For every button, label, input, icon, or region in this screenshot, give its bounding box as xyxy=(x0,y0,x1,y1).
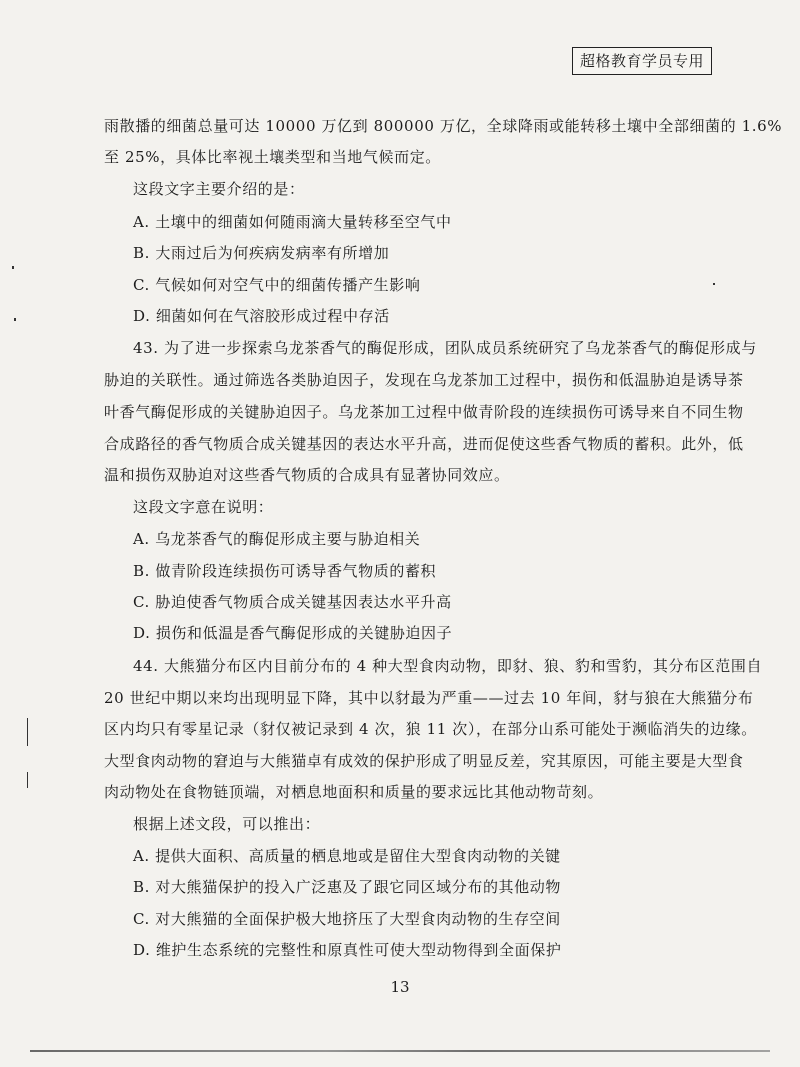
scan-speck xyxy=(14,318,16,321)
passage-line: 雨散播的细菌总量可达 10000 万亿到 800000 万亿，全球降雨或能转移土壤中全部细菌的 1.6% xyxy=(104,117,783,135)
option-a: A. 提供大面积、高质量的栖息地或是留住大型食肉动物的关键 xyxy=(133,847,561,865)
question-prompt: 这段文字主要介绍的是： xyxy=(133,180,305,198)
scan-edge-line xyxy=(30,1050,770,1052)
scan-speck xyxy=(12,266,14,269)
question-44-line: 区内均只有零星记录（豺仅被记录到 4 次，狼 11 次），在部分山系可能处于濒临消失的边缘。 xyxy=(104,720,757,738)
question-prompt: 这段文字意在说明： xyxy=(133,498,274,516)
passage-line: 至 25%，具体比率视土壤类型和当地气候而定。 xyxy=(104,148,441,166)
question-43-line: 温和损伤双胁迫对这些香气物质的合成具有显著协同效应。 xyxy=(104,466,510,484)
option-b: B. 做青阶段连续损伤可诱导香气物质的蓄积 xyxy=(133,562,437,580)
option-d: D. 维护生态系统的完整性和原真性可使大型动物得到全面保护 xyxy=(133,941,562,959)
option-d: D. 细菌如何在气溶胶形成过程中存活 xyxy=(133,307,390,325)
question-44-line: 44. 大熊猫分布区内目前分布的 4 种大型食肉动物，即豺、狼、豹和雪豹，其分布区范围自 xyxy=(133,657,763,675)
option-c: C. 气候如何对空气中的细菌传播产生影响 xyxy=(133,276,421,294)
question-44-line: 大型食肉动物的窘迫与大熊猫卓有成效的保护形成了明显反差，究其原因，可能主要是大型食 xyxy=(104,752,744,770)
question-43-line: 叶香气酶促形成的关键胁迫因子。乌龙茶加工过程中做青阶段的连续损伤可诱导来自不同生物 xyxy=(104,403,744,421)
question-43-line: 胁迫的关联性。通过筛选各类胁迫因子，发现在乌龙茶加工过程中，损伤和低温胁迫是诱导茶 xyxy=(104,371,744,389)
header-label: 超格教育学员专用 xyxy=(572,47,712,75)
scan-speck xyxy=(713,283,715,285)
scan-mark xyxy=(27,772,28,788)
question-43-line: 合成路径的香气物质合成关键基因的表达水平升高，进而促使这些香气物质的蓄积。此外，低 xyxy=(104,435,744,453)
question-44-line: 肉动物处在食物链顶端，对栖息地面积和质量的要求远比其他动物苛刻。 xyxy=(104,783,604,801)
page-number: 13 xyxy=(390,978,410,996)
question-44-line: 20 世纪中期以来均出现明显下降，其中以豺最为严重——过去 10 年间，豺与狼在大熊猫分布 xyxy=(104,689,754,707)
option-a: A. 土壤中的细菌如何随雨滴大量转移至空气中 xyxy=(133,213,452,231)
option-c: C. 胁迫使香气物质合成关键基因表达水平升高 xyxy=(133,593,452,611)
option-b: B. 大雨过后为何疾病发病率有所增加 xyxy=(133,244,390,262)
option-d: D. 损伤和低温是香气酶促形成的关键胁迫因子 xyxy=(133,624,453,642)
scan-mark xyxy=(27,718,28,746)
option-a: A. 乌龙茶香气的酶促形成主要与胁迫相关 xyxy=(133,530,421,548)
option-b: B. 对大熊猫保护的投入广泛惠及了跟它同区域分布的其他动物 xyxy=(133,878,561,896)
question-43-line: 43. 为了进一步探索乌龙茶香气的酶促形成，团队成员系统研究了乌龙茶香气的酶促形成与 xyxy=(133,339,757,357)
option-c: C. 对大熊猫的全面保护极大地挤压了大型食肉动物的生存空间 xyxy=(133,910,561,928)
question-prompt: 根据上述文段，可以推出： xyxy=(133,815,321,833)
